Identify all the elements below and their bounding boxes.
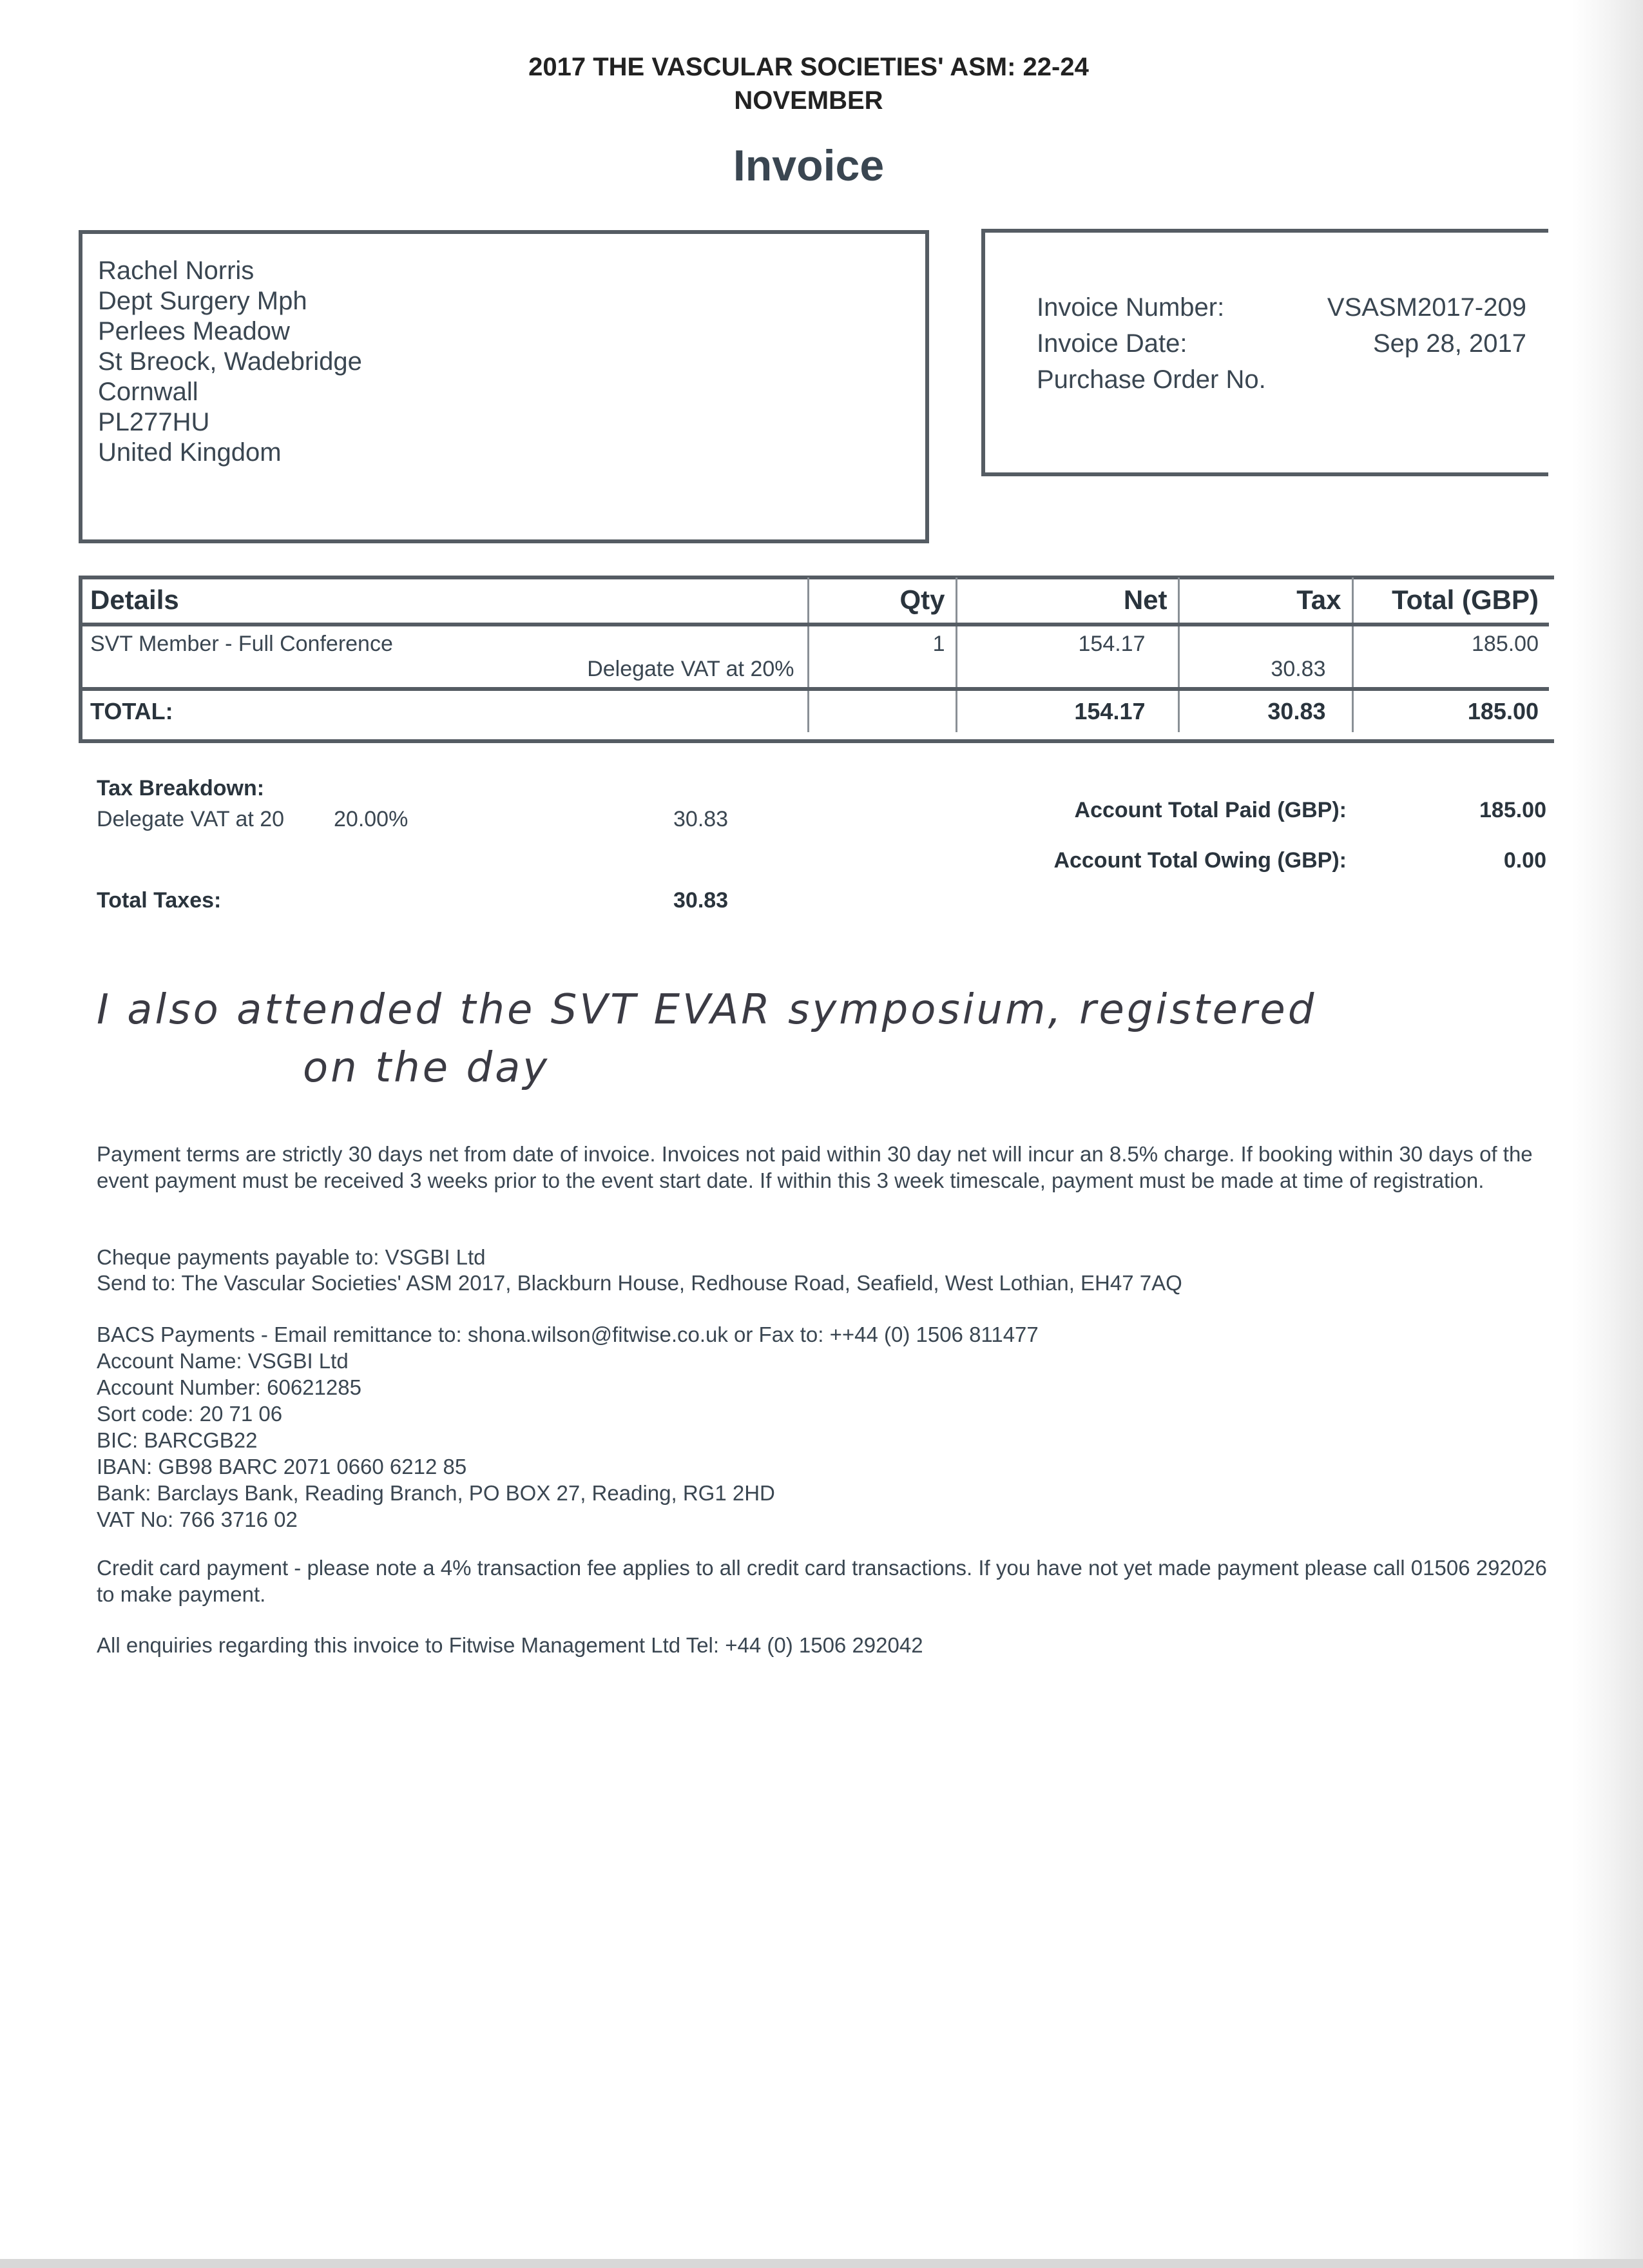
- bacs-bank: Bank: Barclays Bank, Reading Branch, PO BOX 27, Reading, RG1 2HD: [97, 1481, 775, 1505]
- cheque-send-to: Send to: The Vascular Societies' ASM 2017, Blackburn House, Redhouse Road, Seafield, West Lothian, EH47 7AQ: [97, 1271, 1182, 1295]
- bacs-sort-code: Sort code: 20 71 06: [97, 1402, 283, 1426]
- invoice-number-label: Invoice Number:: [1037, 293, 1225, 322]
- scan-bottom-edge: [0, 2259, 1643, 2268]
- address-line-postcode: PL277HU: [98, 408, 210, 436]
- account-paid-value: 185.00: [1479, 798, 1546, 822]
- document-title: Invoice: [733, 141, 885, 190]
- address-line-country: United Kingdom: [98, 438, 282, 467]
- row-tax: 30.83: [1178, 657, 1352, 689]
- event-title-line1: 2017 THE VASCULAR SOCIETIES' ASM: 22-24: [528, 53, 1089, 81]
- tax-breakdown-heading: Tax Breakdown:: [97, 776, 265, 800]
- credit-card-note: Credit card payment - please note a 4% transaction fee applies to all credit card transactions. If you have not yet made payment please call 01506 292026 to make payment.: [97, 1556, 1547, 1606]
- items-table-header: [80, 577, 1549, 625]
- row-net: [956, 657, 1178, 689]
- billing-address-box: [79, 230, 929, 543]
- bacs-account-number: Account Number: 60621285: [97, 1375, 361, 1399]
- purchase-order-label: Purchase Order No.: [1037, 365, 1266, 394]
- tax-breakdown-amount: 30.83: [673, 807, 729, 831]
- header-tax: Tax: [1178, 577, 1352, 625]
- total-net: 154.17: [956, 689, 1178, 732]
- bacs-bic: BIC: BARCGB22: [97, 1428, 258, 1452]
- tax-breakdown-rate: 20.00%: [334, 807, 408, 831]
- enquiries-note: All enquiries regarding this invoice to Fitwise Management Ltd Tel: +44 (0) 1506 292042: [97, 1633, 923, 1657]
- address-line-dept: Dept Surgery Mph: [98, 287, 307, 315]
- items-table: [80, 577, 1549, 732]
- address-line-town: St Breock, Wadebridge: [98, 347, 362, 376]
- bacs-email-line: BACS Payments - Email remittance to: shona.wilson@fitwise.co.uk or Fax to: ++44 (0) 1506 811477: [97, 1323, 1039, 1346]
- account-owing-value: 0.00: [1503, 848, 1546, 873]
- cheque-payable: Cheque payments payable to: VSGBI Ltd: [97, 1245, 486, 1269]
- total-taxes-label: Total Taxes:: [97, 888, 222, 913]
- scan-edge-shadow: [1572, 0, 1643, 2268]
- row-net: 154.17: [956, 625, 1178, 657]
- event-title-line2: NOVEMBER: [734, 86, 883, 115]
- row-qty: [808, 657, 956, 689]
- invoice-date-label: Invoice Date:: [1037, 329, 1187, 358]
- handwritten-note-line2: on the day: [303, 1044, 550, 1092]
- row-details: SVT Member - Full Conference: [90, 632, 393, 656]
- total-label: TOTAL:: [80, 689, 808, 732]
- bacs-vat-number: VAT No: 766 3716 02: [97, 1507, 298, 1531]
- bacs-iban: IBAN: GB98 BARC 2071 0660 6212 85: [97, 1455, 467, 1478]
- header-total: Total (GBP): [1352, 577, 1549, 625]
- header-qty: Qty: [808, 577, 956, 625]
- invoice-date-row: [1037, 329, 1526, 358]
- header-details: Details: [80, 577, 808, 625]
- header-net: Net: [956, 577, 1178, 625]
- tax-breakdown-name: Delegate VAT at 20: [97, 807, 285, 831]
- total-row: [80, 689, 1549, 732]
- account-paid-label: Account Total Paid (GBP):: [1074, 798, 1347, 822]
- row-tax: [1178, 625, 1352, 657]
- invoice-date-value: Sep 28, 2017: [1373, 329, 1526, 358]
- bacs-account-name: Account Name: VSGBI Ltd: [97, 1349, 349, 1373]
- row-total: [1352, 657, 1549, 689]
- table-row: [80, 657, 1549, 689]
- bacs-block: [97, 1321, 1553, 1533]
- table-row: [80, 625, 1549, 657]
- account-owing-label: Account Total Owing (GBP):: [1053, 848, 1347, 873]
- purchase-order-row: [1037, 365, 1526, 394]
- address-line-name: Rachel Norris: [98, 257, 255, 285]
- invoice-number-value: VSASM2017-209: [1327, 293, 1526, 322]
- payment-terms: Payment terms are strictly 30 days net from date of invoice. Invoices not paid within 30 day net will incur an 8.5% charge. If booking within 30 days of the event payment must be received 3 weeks prior to the event start date. If within this 3 week timescale, payment must be made at time of registration.: [97, 1142, 1533, 1192]
- invoice-info-box: [981, 229, 1548, 476]
- row-qty: 1: [808, 625, 956, 657]
- handwritten-note-line1: I also attended the SVT EVAR symposium, registered: [97, 986, 1317, 1034]
- invoice-number-row: [1037, 293, 1526, 322]
- address-line-county: Cornwall: [98, 378, 198, 406]
- total-taxes-value: 30.83: [673, 888, 729, 913]
- row-details: Delegate VAT at 20%: [587, 657, 794, 681]
- total-total: 185.00: [1352, 689, 1549, 732]
- total-tax: 30.83: [1178, 689, 1352, 732]
- row-total: 185.00: [1352, 625, 1549, 657]
- address-line-street: Perlees Meadow: [98, 317, 290, 345]
